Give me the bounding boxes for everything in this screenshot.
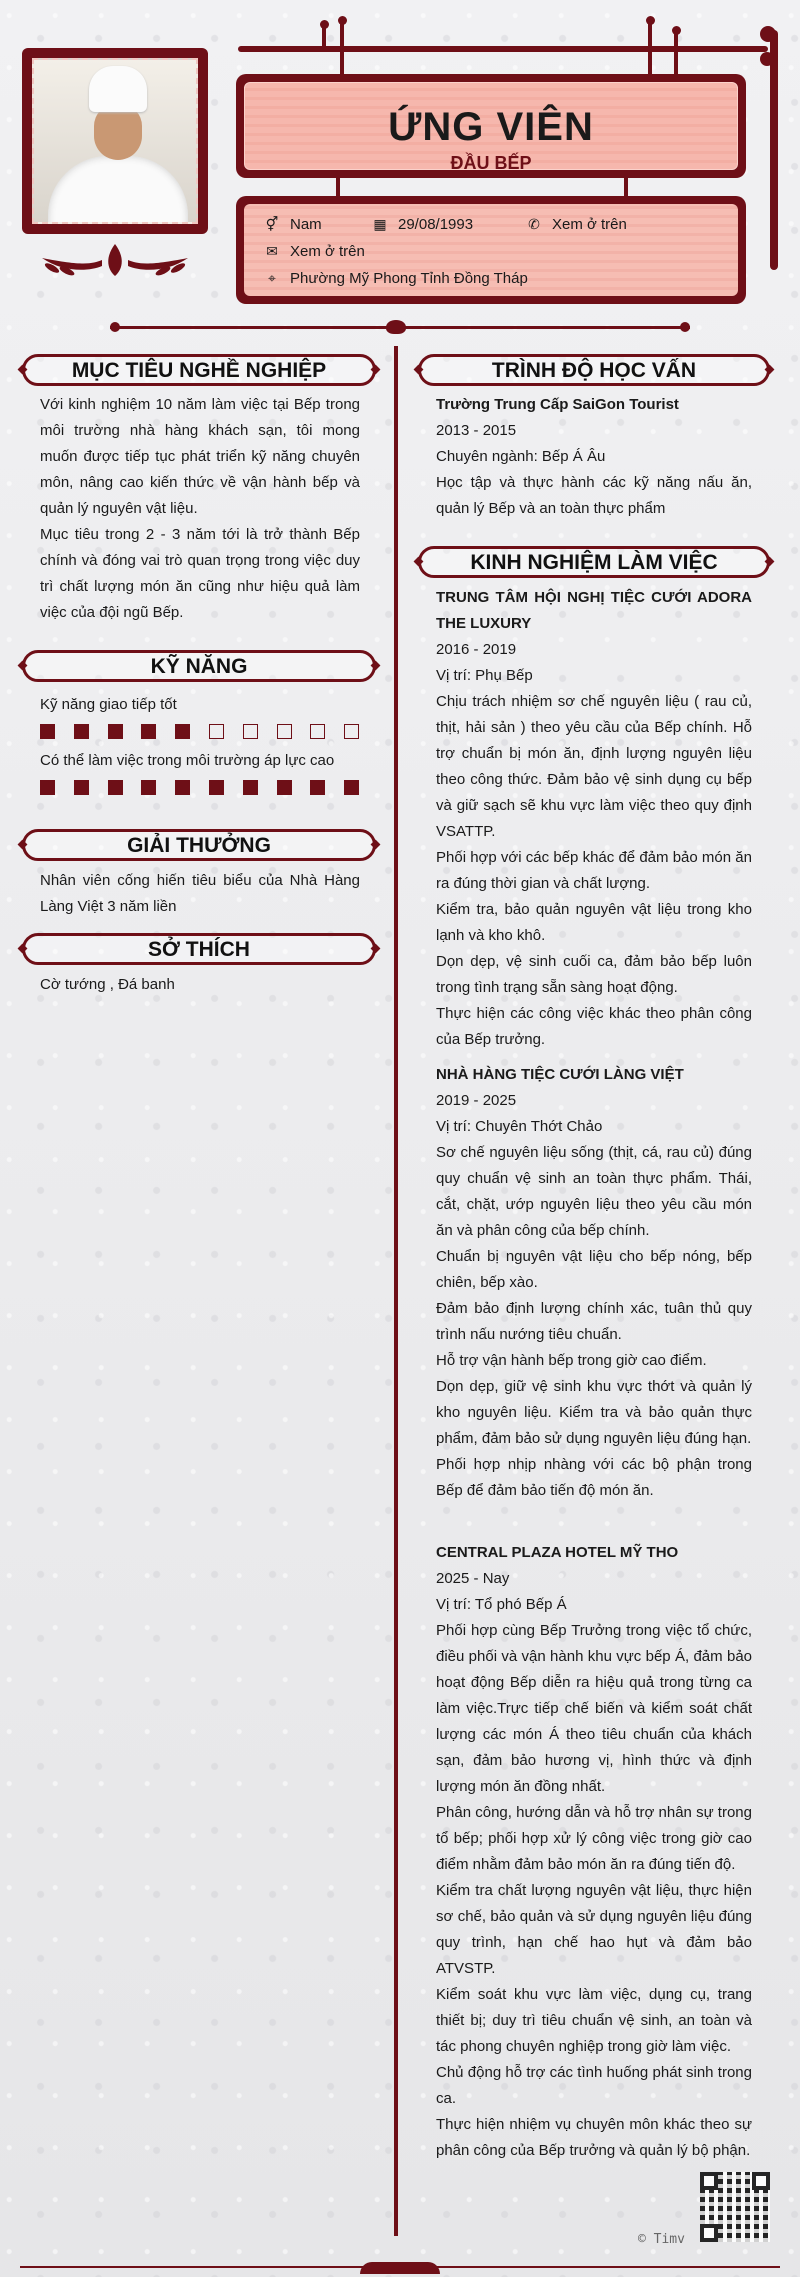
job-years: 2025 - Nay [436,1570,510,1587]
gender-icon: ⚥ [265,216,279,232]
skill-label: Kỹ năng giao tiếp tốt [40,696,177,713]
awards-title: GIẢI THƯỞNG [22,829,376,861]
job-duty: Chủ động hỗ trợ các tình huống phát sinh trong ca. [436,2064,752,2107]
job-duty: Hỗ trợ vận hành bếp trong giờ cao điểm. [436,1352,707,1369]
footer-ornament-icon [360,2262,440,2274]
job-duty: Đảm bảo định lượng chính xác, tuân thủ quy trình nấu nướng tiêu chuẩn. [436,1300,752,1343]
job-company: TRUNG TÂM HỘI NGHỊ TIỆC CƯỚI ADORA THE LUXURY [436,589,752,632]
gender-value: Nam [290,216,322,233]
header-rail [238,46,768,52]
job-company: NHÀ HÀNG TIỆC CƯỚI LÀNG VIỆT [436,1066,684,1083]
experience-title: KINH NGHIỆM LÀM VIỆC [418,546,770,578]
laurel-ornament-icon [22,238,208,280]
address-value: Phường Mỹ Phong Tỉnh Đồng Tháp [290,270,528,287]
job-duty: Thực hiện nhiệm vụ chuyên môn khác theo sự phân công của Bếp trưởng và quản lý bộ phận. [436,2116,752,2159]
location-pin-icon: ⌖ [268,270,276,286]
divider-ornament-icon [386,320,406,334]
chef-photo [32,58,198,224]
cake-icon: ▦ [373,216,387,232]
job-duty: Kiểm tra chất lượng nguyên vật liệu, thực hiện sơ chế, bảo quản và sử dụng nguyên liệu đúng quy trình, hạn chế hao hụt và đảm bảo ATVSTP. [436,1882,752,1977]
skill-rating [40,724,359,739]
education-major: Chuyên ngành: Bếp Á Âu [436,448,606,465]
objective-paragraph: Mục tiêu trong 2 - 3 năm tới là trở thành Bếp chính và đóng vai trò quan trọng trong việc duy trì chất lượng món ăn cũng như hiệu quả làm việc của đội ngũ Bếp. [40,526,360,621]
job-entry [436,1540,752,2164]
objective-text [40,392,360,626]
job-duty: Phối hợp với các bếp khác để đảm bảo món ăn ra đúng thời gian và chất lượng. [436,849,752,892]
job-years: 2016 - 2019 [436,641,517,658]
birthday-value: 29/08/1993 [398,216,474,233]
address-row [264,270,528,287]
phone-icon: ✆ [528,216,540,232]
objective-title: MỤC TIÊU NGHỀ NGHIỆP [22,354,376,386]
phone-row [526,216,627,233]
job-entry [436,1062,752,1504]
job-position: Vị trí: Tổ phó Bếp Á [436,1596,567,1613]
job-entry [436,585,752,1053]
header-side-rail [770,30,778,270]
contact-board [236,196,746,304]
phone-value: Xem ở trên [552,216,627,233]
candidate-role: ĐẦU BẾP [450,153,532,173]
job-duty: Kiểm tra, bảo quản nguyên vật liệu trong kho lạnh và kho khô. [436,901,752,944]
avatar [22,48,208,234]
skill-rating [40,780,359,795]
education-years: 2013 - 2015 [436,422,517,439]
education-block [436,392,752,522]
school-name: Trường Trung Cấp SaiGon Tourist [436,396,679,413]
job-years: 2019 - 2025 [436,1092,517,1109]
job-duty: Phân công, hướng dẫn và hỗ trợ nhân sự trong tổ bếp; phối hợp xử lý công việc trong giờ cao điểm nhằm đảm bảo món ăn ra đúng tiến độ. [436,1804,752,1873]
job-duty: Chịu trách nhiệm sơ chế nguyên liệu ( rau củ, thịt, hải sản ) theo yêu cầu của Bếp chính. Hỗ trợ chuẩn bị món ăn, định lượng nguyên liệu theo công thức. Đảm bảo vệ sinh dụng cụ bếp và giữ sạch sẽ khu vực làm việc theo quy định VSATTP. [436,693,752,840]
birthday-row [372,216,473,233]
job-duty: Dọn dẹp, vệ sinh cuối ca, đảm bảo bếp luôn trong tình trạng sẵn sàng hoạt động. [436,953,752,996]
center-divider [394,346,398,2236]
gender-row [264,216,322,233]
job-position: Vị trí: Phụ Bếp [436,667,533,684]
job-duty: Dọn dẹp, giữ vệ sinh khu vực thớt và quản lý kho nguyên liệu. Kiểm tra và bảo quản thực phẩm, đảm bảo sử dụng nguyên liệu đúng hạn. [436,1378,752,1447]
job-company: CENTRAL PLAZA HOTEL MỸ THO [436,1544,679,1561]
copyright-text: © Timv [638,2232,685,2247]
job-duty: Thực hiện các công việc khác theo phân công của Bếp trưởng. [436,1005,752,1048]
email-row [264,243,365,260]
education-desc: Học tập và thực hành các kỹ năng nấu ăn, quản lý Bếp và an toàn thực phẩm [436,474,752,517]
job-duty: Chuẩn bị nguyên vật liệu cho bếp nóng, bếp chiên, bếp xào. [436,1248,752,1291]
education-title: TRÌNH ĐỘ HỌC VẤN [418,354,770,386]
skills-title: KỸ NĂNG [22,650,376,682]
skill-label: Có thể làm việc trong môi trường áp lực cao [40,752,335,769]
qr-code [700,2172,770,2242]
objective-paragraph: Với kinh nghiệm 10 năm làm việc tại Bếp trong môi trường nhà hàng khách sạn, tôi mong muốn được tiếp tục phát triển kỹ năng chuyên môn, nâng cao kiến thức về vận hành bếp và quản lý nguyên vật liệu. [40,396,360,517]
name-board [236,74,746,178]
candidate-name: ỨNG VIÊN [388,105,594,149]
hobbies-text: Cờ tướng , Đá banh [40,976,175,993]
job-duty: Phối hợp cùng Bếp Trưởng trong việc tổ chức, điều phối và vận hành khu vực bếp Á, đảm bảo hoạt động Bếp diễn ra hiệu quả trong từng ca làm việc.Trực tiếp chế biến và kiểm soát chất lượng các món Á theo tiêu chuẩn của khách sạn, đảm bảo hương vị, hình thức và định lượng món ăn đồng nhất. [436,1622,752,1795]
job-duty: Sơ chế nguyên liệu sống (thịt, cá, rau củ) đúng quy chuẩn vệ sinh an toàn thực phẩm. Thái, cắt, chặt, ướp nguyên liệu theo yêu cầu món ăn và phân công của bếp chính. [436,1144,752,1239]
job-duty: Phối hợp nhịp nhàng với các bộ phận trong Bếp để đảm bảo tiến độ món ăn. [436,1456,752,1499]
envelope-icon: ✉ [266,243,278,259]
email-value: Xem ở trên [290,243,365,260]
job-position: Vị trí: Chuyên Thớt Chảo [436,1118,603,1135]
hobbies-title: SỞ THÍCH [22,933,376,965]
job-duty: Kiểm soát khu vực làm việc, dụng cụ, trang thiết bị; duy trì tiêu chuẩn vệ sinh, an toàn và tác phong chuyên nghiệp trong giờ làm việc. [436,1986,752,2055]
awards-text: Nhân viên cống hiến tiêu biểu của Nhà Hàng Làng Việt 3 năm liền [40,872,360,915]
